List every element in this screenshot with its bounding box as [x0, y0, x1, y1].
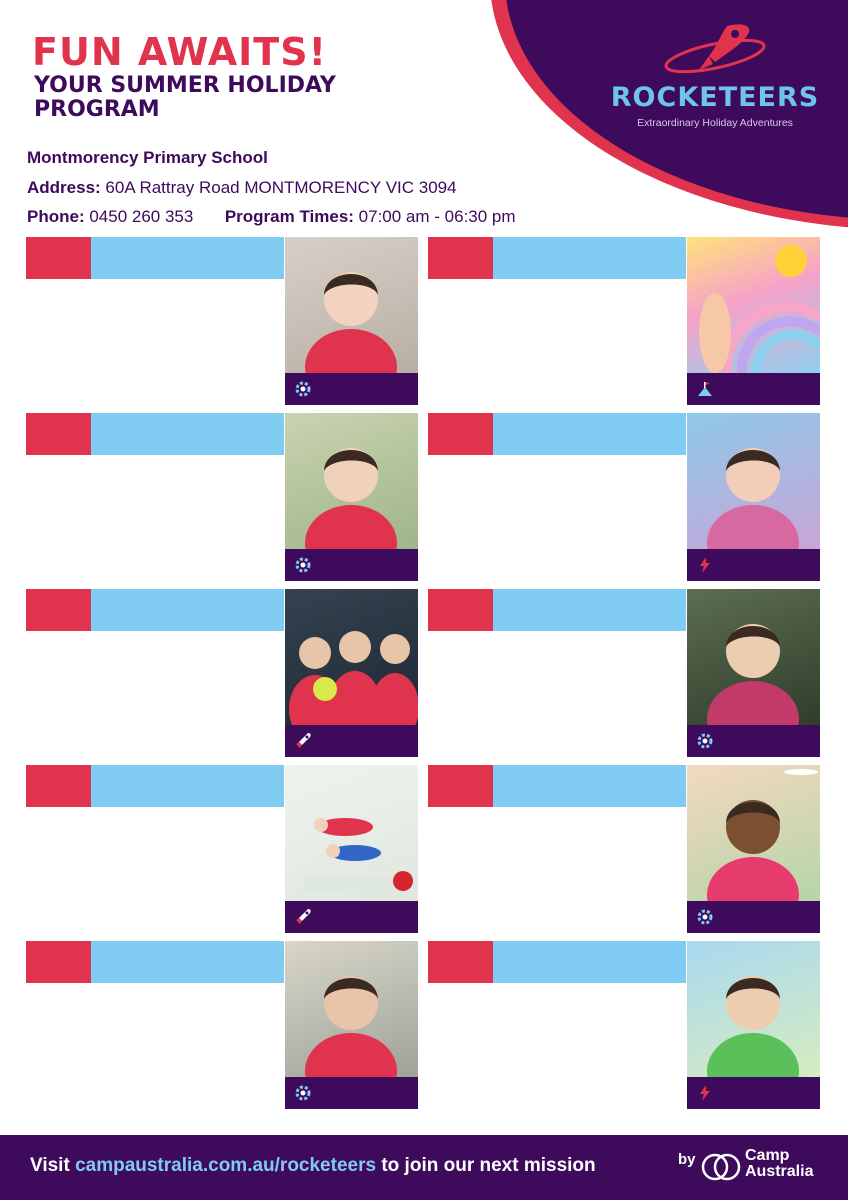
big-art-day-badge — [784, 769, 818, 775]
program-title — [493, 237, 686, 279]
date-badge — [428, 237, 493, 279]
date-badge — [428, 765, 493, 807]
phone-line — [27, 207, 516, 227]
gear-icon — [293, 1083, 313, 1103]
phone-label: Phone: — [27, 207, 85, 226]
address-label: Address: — [27, 178, 101, 197]
program-type-badge — [285, 901, 418, 933]
child-figure — [285, 941, 418, 1077]
program-photo — [285, 941, 418, 1077]
date-badge — [428, 413, 493, 455]
address-line — [27, 178, 457, 198]
logo-tagline: Extraordinary Holiday Adventures — [637, 117, 793, 129]
gear-icon — [695, 907, 715, 927]
date-badge — [26, 941, 91, 983]
program-card — [428, 413, 820, 581]
program-type-badge — [687, 373, 820, 405]
program-card — [26, 765, 418, 933]
program-type-badge — [285, 1077, 418, 1109]
brand-line-1: Camp — [745, 1147, 790, 1164]
program-card — [428, 941, 820, 1109]
footer-cta — [30, 1155, 596, 1177]
camp-australia-logo-icon — [700, 1152, 744, 1182]
program-photo — [687, 413, 820, 549]
program-title — [91, 589, 284, 631]
child-figure — [687, 589, 820, 725]
program-title — [91, 413, 284, 455]
rocketeers-logo — [595, 20, 835, 140]
footer-bar — [0, 1135, 848, 1200]
program-photo — [285, 765, 418, 901]
program-card — [428, 765, 820, 933]
date-badge — [26, 765, 91, 807]
program-type-badge — [687, 725, 820, 757]
rainbow-illustration — [687, 237, 820, 373]
program-card — [26, 589, 418, 757]
program-type-badge — [687, 901, 820, 933]
gear-icon — [293, 379, 313, 399]
page-subtitle: YOUR SUMMER HOLIDAY PROGRAM — [34, 73, 336, 122]
program-title — [91, 765, 284, 807]
brand-line-2: Australia — [745, 1163, 814, 1180]
date-badge — [428, 941, 493, 983]
program-card — [428, 237, 820, 405]
date-badge — [428, 589, 493, 631]
footer-link[interactable]: campaustralia.com.au/rocketeers — [75, 1155, 377, 1176]
program-title — [493, 589, 686, 631]
program-photo — [687, 765, 820, 901]
phone-value: 0450 260 353 — [89, 207, 194, 226]
gear-icon — [293, 555, 313, 575]
school-name: Montmorency Primary School — [27, 148, 268, 167]
footer-rest: to join our next mission — [381, 1155, 596, 1176]
kids-group-figure — [285, 589, 418, 725]
child-figure — [285, 237, 418, 373]
program-title — [91, 237, 284, 279]
tent-icon — [695, 379, 715, 399]
rocket-icon — [655, 20, 775, 80]
program-title — [493, 941, 686, 983]
program-photo — [687, 589, 820, 725]
lightning-icon — [695, 1083, 715, 1103]
camp-australia-brand — [745, 1148, 813, 1180]
program-photo — [687, 237, 820, 373]
times-value: 07:00 am - 06:30 pm — [358, 207, 516, 226]
program-type-badge — [285, 725, 418, 757]
child-figure — [687, 765, 820, 901]
child-figure — [687, 941, 820, 1077]
footer-by: by — [678, 1151, 696, 1168]
footer-visit: Visit — [30, 1155, 70, 1176]
lightning-icon — [695, 555, 715, 575]
program-title — [493, 413, 686, 455]
program-photo — [687, 941, 820, 1077]
program-type-badge — [285, 373, 418, 405]
date-badge — [26, 413, 91, 455]
date-badge — [26, 237, 91, 279]
rocket-icon — [293, 907, 313, 927]
date-badge — [26, 589, 91, 631]
child-figure — [687, 413, 820, 549]
program-title — [493, 765, 686, 807]
flying-kids-illustration — [285, 765, 418, 901]
rocket-icon — [293, 731, 313, 751]
address-value: 60A Rattray Road MONTMORENCY VIC 3094 — [105, 178, 457, 197]
program-card — [26, 413, 418, 581]
program-type-badge — [285, 549, 418, 581]
program-card — [26, 941, 418, 1109]
program-card — [26, 237, 418, 405]
logo-wordmark: ROCKETEERS — [610, 82, 820, 113]
child-figure — [285, 413, 418, 549]
program-type-badge — [687, 1077, 820, 1109]
program-photo — [285, 589, 418, 725]
gear-icon — [695, 731, 715, 751]
program-card — [428, 589, 820, 757]
program-photo — [285, 413, 418, 549]
program-photo — [285, 237, 418, 373]
times-label: Program Times: — [224, 207, 354, 226]
program-title — [91, 941, 284, 983]
program-type-badge — [687, 549, 820, 581]
page-title: FUN AWAITS! — [32, 30, 327, 74]
